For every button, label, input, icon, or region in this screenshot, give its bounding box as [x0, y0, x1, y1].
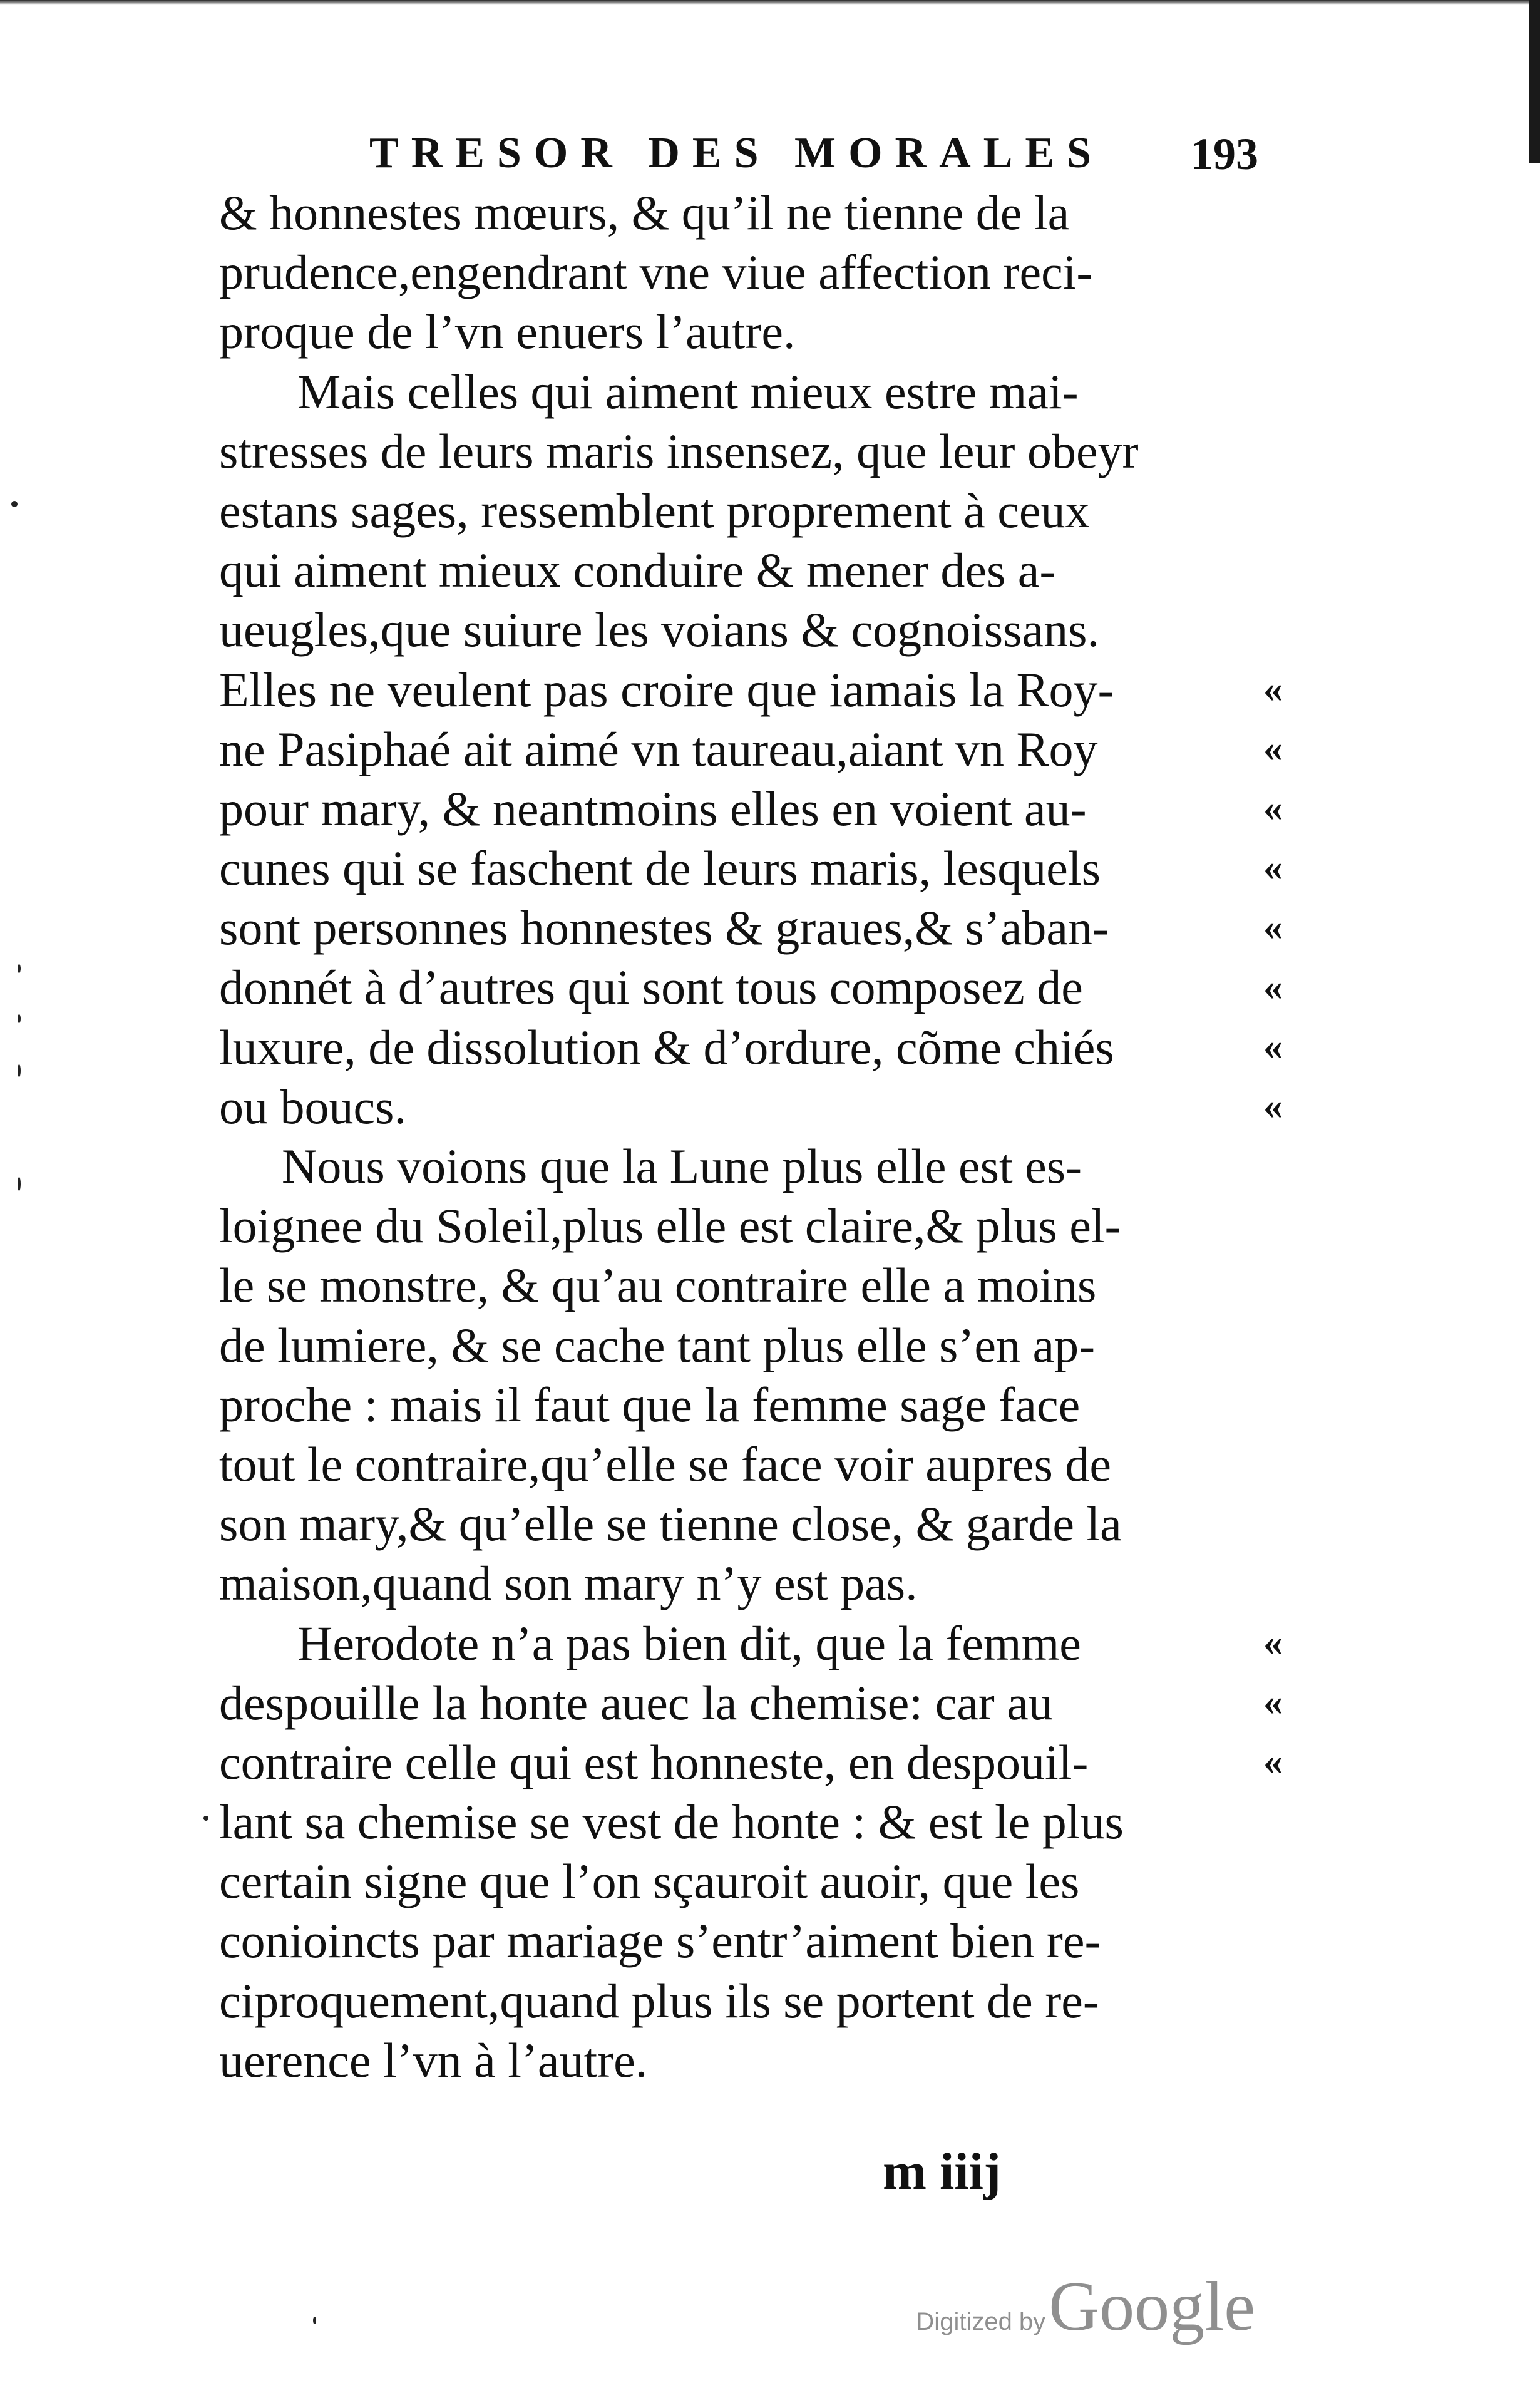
quote-mark: «	[1263, 727, 1283, 770]
text-line: cunes qui se faschent de leurs maris, lesquels	[219, 841, 1101, 896]
scan-speck	[11, 501, 18, 507]
text-line: qui aiment mieux conduire & mener des a-	[219, 543, 1056, 598]
signature-mark: m iiij	[883, 2143, 1001, 2201]
scan-speck	[313, 2317, 316, 2324]
text-line: stresses de leurs maris insensez, que leur obeyr	[219, 423, 1139, 478]
quote-mark: «	[1263, 787, 1283, 830]
page-number: 193	[1191, 129, 1258, 179]
text-line: luxure, de dissolution & d’ordure, cõme chiés	[219, 1019, 1114, 1074]
text-line: Nous voions que la Lune plus elle est es-	[282, 1139, 1082, 1193]
quote-mark: «	[1263, 1621, 1283, 1664]
text-line: son mary,& qu’elle se tienne close, & garde la	[219, 1496, 1122, 1552]
text-line: de lumiere, & se cache tant plus elle s’en ap-	[219, 1317, 1096, 1372]
text-line: donnét à d’autres qui sont tous composez de	[219, 960, 1083, 1015]
text-line: despouille la honte auec la chemise: car au	[219, 1675, 1053, 1730]
scan-speck	[18, 964, 21, 973]
quote-mark: «	[1263, 906, 1283, 949]
text-line: pour mary, & neantmoins elles en voient au-	[219, 781, 1087, 836]
text-line: Mais celles qui aiment mieux estre mai-	[297, 364, 1079, 419]
scan-speck	[18, 1064, 21, 1077]
running-title: TRESOR DES MORALES	[369, 129, 1104, 177]
text-line: Herodote n’a pas bien dit, que la femme	[297, 1615, 1081, 1670]
quote-mark: «	[1263, 965, 1283, 1009]
text-line: proque de l’vn enuers l’autre.	[219, 304, 796, 359]
watermark-logo: Google	[1049, 2268, 1255, 2345]
quote-mark: «	[1263, 667, 1283, 711]
quote-mark: «	[1263, 1681, 1283, 1724]
text-line: uerence l’vn à l’autre.	[219, 2032, 648, 2087]
scan-speck	[18, 1014, 21, 1023]
text-line: loignee du Soleil,plus elle est claire,& plus el-	[219, 1198, 1121, 1253]
scan-edge-top	[0, 0, 1540, 5]
text-line: conioincts par mariage s’entr’aiment bien re-	[219, 1913, 1101, 1969]
scan-speck	[203, 1816, 208, 1821]
text-line: sont personnes honnestes & graues,& s’aban-	[219, 900, 1109, 955]
quote-mark: «	[1263, 1025, 1283, 1068]
text-line: contraire celle qui est honneste, en despouil-	[219, 1734, 1089, 1789]
quote-mark: «	[1263, 847, 1283, 890]
watermark-prefix: Digitized by	[916, 2308, 1046, 2335]
text-line: ueugles,que suiure les voians & cognoissans.	[219, 602, 1099, 657]
scan-speck	[18, 1177, 21, 1191]
text-line: proche : mais il faut que la femme sage face	[219, 1377, 1081, 1432]
body-text	[219, 183, 1258, 2090]
google-watermark	[916, 2267, 1255, 2347]
text-line: ne Pasiphaé ait aimé vn taureau,aiant vn Roy	[219, 721, 1098, 776]
margin-quote-marks	[1263, 183, 1301, 1936]
text-line: certain signe que l’on sçauroit auoir, que les	[219, 1854, 1080, 1909]
text-line: le se monstre, & qu’au contraire elle a moins	[219, 1258, 1097, 1313]
text-line: prudence,engendrant vne viue affection reci-	[219, 245, 1093, 300]
text-line: ciproquement,quand plus ils se portent de re-	[219, 1973, 1099, 2028]
text-line: maison,quand son mary n’y est pas.	[219, 1556, 918, 1611]
quote-mark: «	[1263, 1085, 1283, 1128]
text-line: estans sages, ressemblent proprement à ceux	[219, 483, 1090, 538]
text-line: lant sa chemise se vest de honte : & est le plus	[219, 1794, 1124, 1850]
text-line: ou boucs.	[219, 1079, 406, 1134]
quote-mark: «	[1263, 1741, 1283, 1784]
text-line: Elles ne veulent pas croire que iamais la Roy-	[219, 662, 1114, 717]
text-line: tout le contraire,qu’elle se face voir aupres de	[219, 1436, 1111, 1491]
page-header	[369, 128, 1258, 191]
scan-edge-right	[1529, 0, 1540, 163]
text-line: & honnestes mœurs, & qu’il ne tienne de la	[219, 185, 1070, 240]
